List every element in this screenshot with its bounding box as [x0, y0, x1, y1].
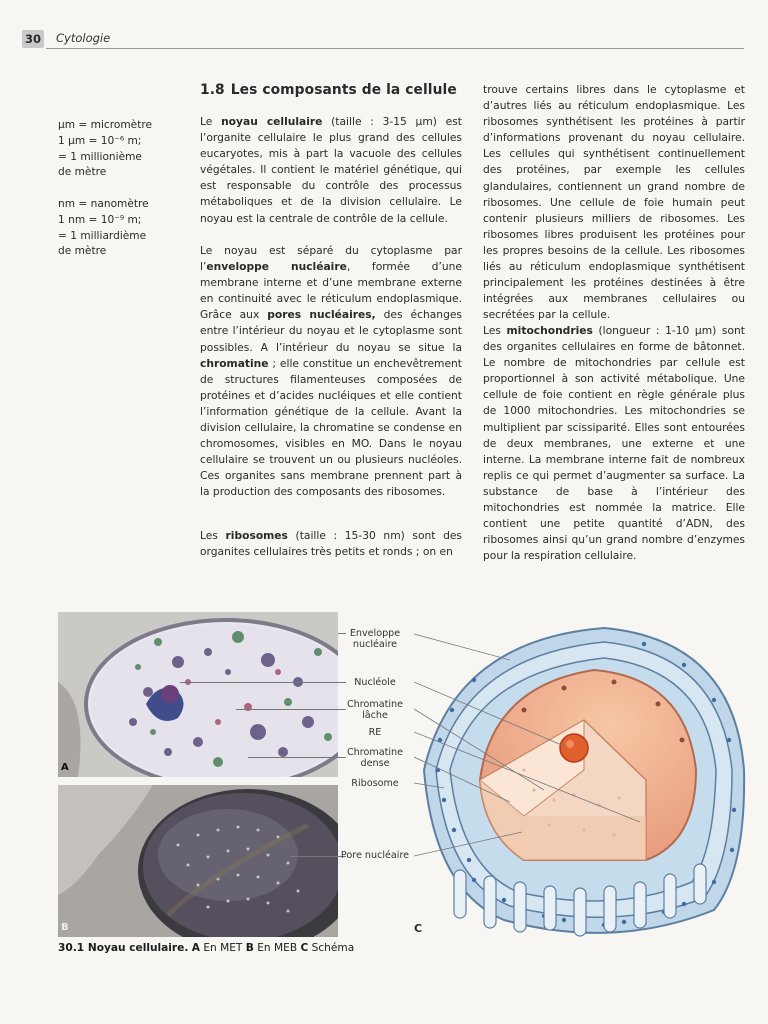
bold-term: ribosomes [225, 529, 288, 542]
note-line: 1 nm = 10⁻⁹ m; [58, 213, 142, 226]
bold-term: 30.1 Noyau cellulaire. [58, 942, 189, 954]
leader-nucleole-left [180, 682, 346, 683]
nucleus-schematic [414, 620, 746, 950]
bold-term: chromatine [200, 356, 269, 370]
note-line: = 1 milliardième [58, 229, 147, 242]
label-nucleole: Nucléole [354, 677, 396, 688]
label-chromatine-lache: Chromatine lâche [346, 699, 404, 721]
label-re: RE [368, 727, 382, 738]
label-enveloppe-nucleaire: Enveloppe nucléaire [349, 628, 401, 650]
paragraph-ribosomes-cont: trouve certains libres dans le cytoplasme et d’autres liés au réticulum endoplasmique. Les ribosomes synthétisent les protéines à partir d’informations provenant du noyau cellulaire. Les cellules qui synthétisent continuellement des protéines, par exemple les cellules glandulaires, contiennent un grand nombre de ribosomes. Une cellule de foie humain peut contenir plusieurs milliers de ribosomes. Les ribosomes libres produisent les protéines pour les propres besoins de la cellule. Les ribosomes liés au réticulum endoplasmique synthétisent principalement les protéines destinées à être intégrées aux membranes cellulaires ou secrétées par la cellule. [483, 83, 745, 322]
margin-note-nanometre [58, 197, 188, 260]
page-header [0, 30, 768, 50]
sem-micrograph [58, 785, 338, 937]
tem-micrograph [58, 612, 338, 777]
label-chromatine-dense: Chromatine dense [346, 747, 404, 769]
paragraph-enveloppe: Le noyau est séparé du cytoplasme par l’enveloppe nucléaire, formée d’une membrane interne et d’une membrane externe en continuité avec le réticulum endoplasmique. Grâce aux pores nucléaires, des échanges entre l’intérieur du noyau et le cytoplasme sont possibles. A l’intérieur du noyau se situe la chromatine ; elle constitue un enchevêtrement de structures filamenteuses composées de protéines et d’acides nucléiques et elle contient l’information génétique de la cellule. Avant la division cellulaire, la chromatine se condense en chromosomes, visibles en MO. Dans le noyau cellulaire se trouvent un ou plusieurs nucléoles. Ces organites sans membrane prennent part à la production des composants des ribosomes. [200, 244, 463, 499]
note-line: 1 µm = 10⁻⁶ m; [58, 134, 142, 147]
section-heading [200, 82, 470, 98]
figure-caption: 30.1 Noyau cellulaire. A En MET B En MEB C Schéma [58, 942, 355, 954]
note-line: = 1 millionième [58, 150, 142, 163]
leader-chromatine-lache-left [236, 709, 346, 710]
section-number: 1.8 [200, 82, 225, 98]
leader-chromatine-dense-left [248, 757, 346, 758]
header-rule [46, 48, 744, 49]
bold-term: B [245, 942, 254, 954]
note-line: µm = micromètre [58, 119, 152, 131]
bold-term: mitochondries [506, 324, 593, 337]
panel-label-b: B [61, 922, 69, 933]
sem-image [58, 785, 338, 937]
panel-label-a: A [61, 762, 69, 773]
running-title: Cytologie [56, 31, 111, 45]
note-line: de mètre [58, 245, 107, 258]
bold-term: A [191, 942, 200, 954]
margin-note-micrometre [58, 118, 188, 181]
bold-term: noyau cellulaire [221, 115, 323, 128]
label-ribosome: Ribosome [351, 778, 399, 789]
page-number: 30 [22, 30, 44, 48]
paragraph-ribosomes: Les ribosomes (taille : 15-30 nm) sont des organites cellulaires très petits et ronds ; on en [200, 529, 462, 559]
paragraph-mitochondries: Les mitochondries (longueur : 1-10 µm) sont des organites cellulaires en forme de bâtonnet. Le nombre de mitochondries par cellule est proportionnel à son activité métabolique. Une cellule de foie contient en règle générale plus de 1000 mitochondries. Les mitochondries se multiplient par scissiparité. Elles sont entourées de deux membranes, une externe et une interne. La membrane interne fait de nombreux replis ce qui permet d’augmenter sa surface. La substance de base à l’intérieur des mitochondries est nommée la matrice. Elle contient une petite quantité d’ADN, des ribosomes ainsi qu’un grand nombre d’enzymes pour la respiration cellulaire. [483, 324, 746, 563]
bold-term: pores nucléaires, [267, 308, 376, 322]
panel-label-c: C [414, 922, 423, 935]
tem-image [58, 612, 338, 777]
bold-term: C [300, 942, 309, 954]
note-line: de mètre [58, 166, 107, 179]
paragraph-noyau: Le noyau cellulaire (taille : 3-15 µm) est l’organite cellulaire le plus grand des cellules eucaryotes, mis à part la vacuole des cellules végétales. Il contient le matériel génétique, qui est responsable du contrôle des processus métaboliques et de la division cellulaire. Le noyau est la centrale de contrôle de la cellule. [200, 115, 462, 225]
section-title: Les composants de la cellule [230, 82, 457, 98]
bold-term: enveloppe nucléaire [206, 260, 347, 274]
note-line: nm = nanomètre [58, 198, 149, 210]
label-pore-nucleaire: Pore nucléaire [340, 850, 410, 861]
